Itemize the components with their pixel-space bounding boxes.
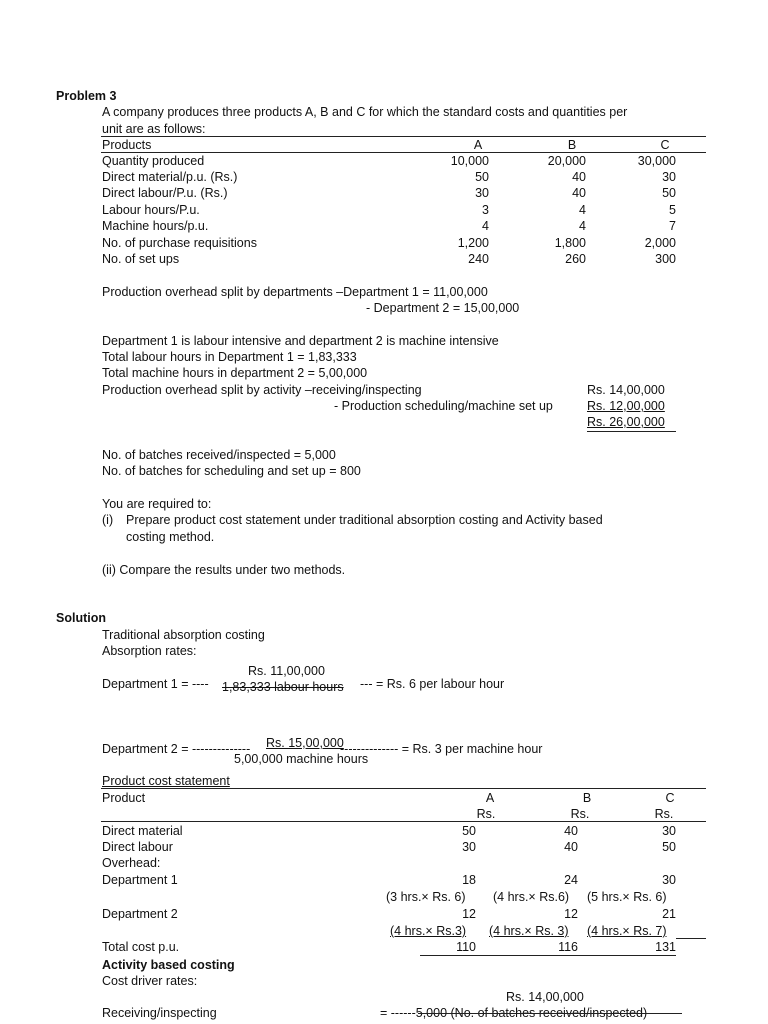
- activity-total: Rs. 26,00,000: [587, 415, 665, 429]
- table-header-a: A: [473, 138, 483, 152]
- dept1-lhs: Department 1 = ----: [102, 677, 209, 691]
- statement-col-a: A: [485, 791, 495, 805]
- activity-line2-label: - Production scheduling/machine set up: [334, 399, 553, 413]
- statement-unit-c: Rs.: [654, 807, 674, 821]
- statement-header-rule: [101, 821, 706, 822]
- problem-intro-line1: A company produces three products A, B and C for which the standard costs and quantities per: [102, 105, 628, 119]
- dept1-note-a: (3 hrs.× Rs. 6): [386, 890, 466, 904]
- dept1-rhs: --- = Rs. 6 per labour hour: [360, 677, 505, 691]
- statement-col-b: B: [582, 791, 592, 805]
- overhead-dept-2: - Department 2 = 15,00,000: [366, 301, 520, 315]
- statement-total-rule: [676, 938, 706, 939]
- dept1-note-c: (5 hrs.× Rs. 6): [587, 890, 667, 904]
- req2: (ii) Compare the results under two methods.: [102, 563, 346, 577]
- dept1-numerator: Rs. 11,00,000: [248, 664, 325, 678]
- solution-title: Solution: [56, 611, 106, 625]
- dept2-note-b: (4 hrs.× Rs. 3): [489, 924, 569, 938]
- activity-line1-value: Rs. 14,00,000: [587, 383, 665, 397]
- table-header-b: B: [567, 138, 577, 152]
- receiving-label: Receiving/inspecting: [102, 1006, 217, 1020]
- table-top-rule: [101, 136, 706, 137]
- receiving-strike-rule: [418, 1013, 682, 1014]
- statement-col-c: C: [665, 791, 675, 805]
- dept2-rhs: -------------- = Rs. 3 per machine hour: [340, 742, 543, 756]
- statement-bottom-rule: [420, 955, 676, 956]
- activity-line2-value: Rs. 12,00,000: [587, 399, 665, 413]
- dept1-denominator: 1,83,333 labour hours: [222, 680, 344, 694]
- dept-intensity: Department 1 is labour intensive and department 2 is machine intensive: [102, 334, 499, 348]
- dept2-denominator: 5,00,000 machine hours: [234, 752, 369, 766]
- problem-intro-line2: unit are as follows:: [102, 122, 206, 136]
- dept2-lhs: Department 2 = --------------: [102, 742, 251, 756]
- problem-title: Problem 3: [56, 89, 117, 103]
- overhead-dept-1: Production overhead split by departments –Department 1 = 11,00,000: [102, 285, 488, 299]
- statement-overhead-label: Overhead:: [102, 856, 161, 870]
- activity-total-double-rule: [587, 431, 676, 432]
- table-header-rule: [101, 152, 706, 153]
- req1-line2: costing method.: [126, 530, 215, 544]
- req1-line1: Prepare product cost statement under traditional absorption costing and Activity based: [126, 513, 603, 527]
- activity-line1-label: Production overhead split by activity –receiving/inspecting: [102, 383, 422, 397]
- batches-received: No. of batches received/inspected = 5,000: [102, 448, 336, 462]
- dept2-numerator: Rs. 15,00,000: [266, 736, 344, 750]
- absorption-rates: Absorption rates:: [102, 644, 197, 658]
- table-header-c: C: [660, 138, 670, 152]
- required-intro: You are required to:: [102, 497, 212, 511]
- receiving-expression: = ------5,000 (No. of batches received/inspected)---: [380, 1006, 660, 1020]
- dept2-note-a: (4 hrs.× Rs.3): [390, 924, 467, 938]
- receiving-numerator: Rs. 14,00,000: [506, 990, 584, 1004]
- statement-title: Product cost statement: [102, 774, 230, 788]
- req1-num: (i): [102, 513, 114, 527]
- statement-unit-b: Rs.: [570, 807, 590, 821]
- dept1-note-b: (4 hrs.× Rs.6): [493, 890, 570, 904]
- total-labour-hours: Total labour hours in Department 1 = 1,83,333: [102, 350, 357, 364]
- cost-driver-rates: Cost driver rates:: [102, 974, 198, 988]
- abc-title: Activity based costing: [102, 958, 235, 972]
- statement-product-label: Product: [102, 791, 146, 805]
- traditional-heading: Traditional absorption costing: [102, 628, 265, 642]
- batches-scheduling: No. of batches for scheduling and set up = 800: [102, 464, 361, 478]
- total-machine-hours: Total machine hours in department 2 = 5,00,000: [102, 366, 368, 380]
- table-header-products: Products: [102, 138, 152, 152]
- statement-unit-a: Rs.: [476, 807, 496, 821]
- statement-top-rule: [101, 788, 706, 789]
- dept2-note-c: (4 hrs.× Rs. 7): [587, 924, 667, 938]
